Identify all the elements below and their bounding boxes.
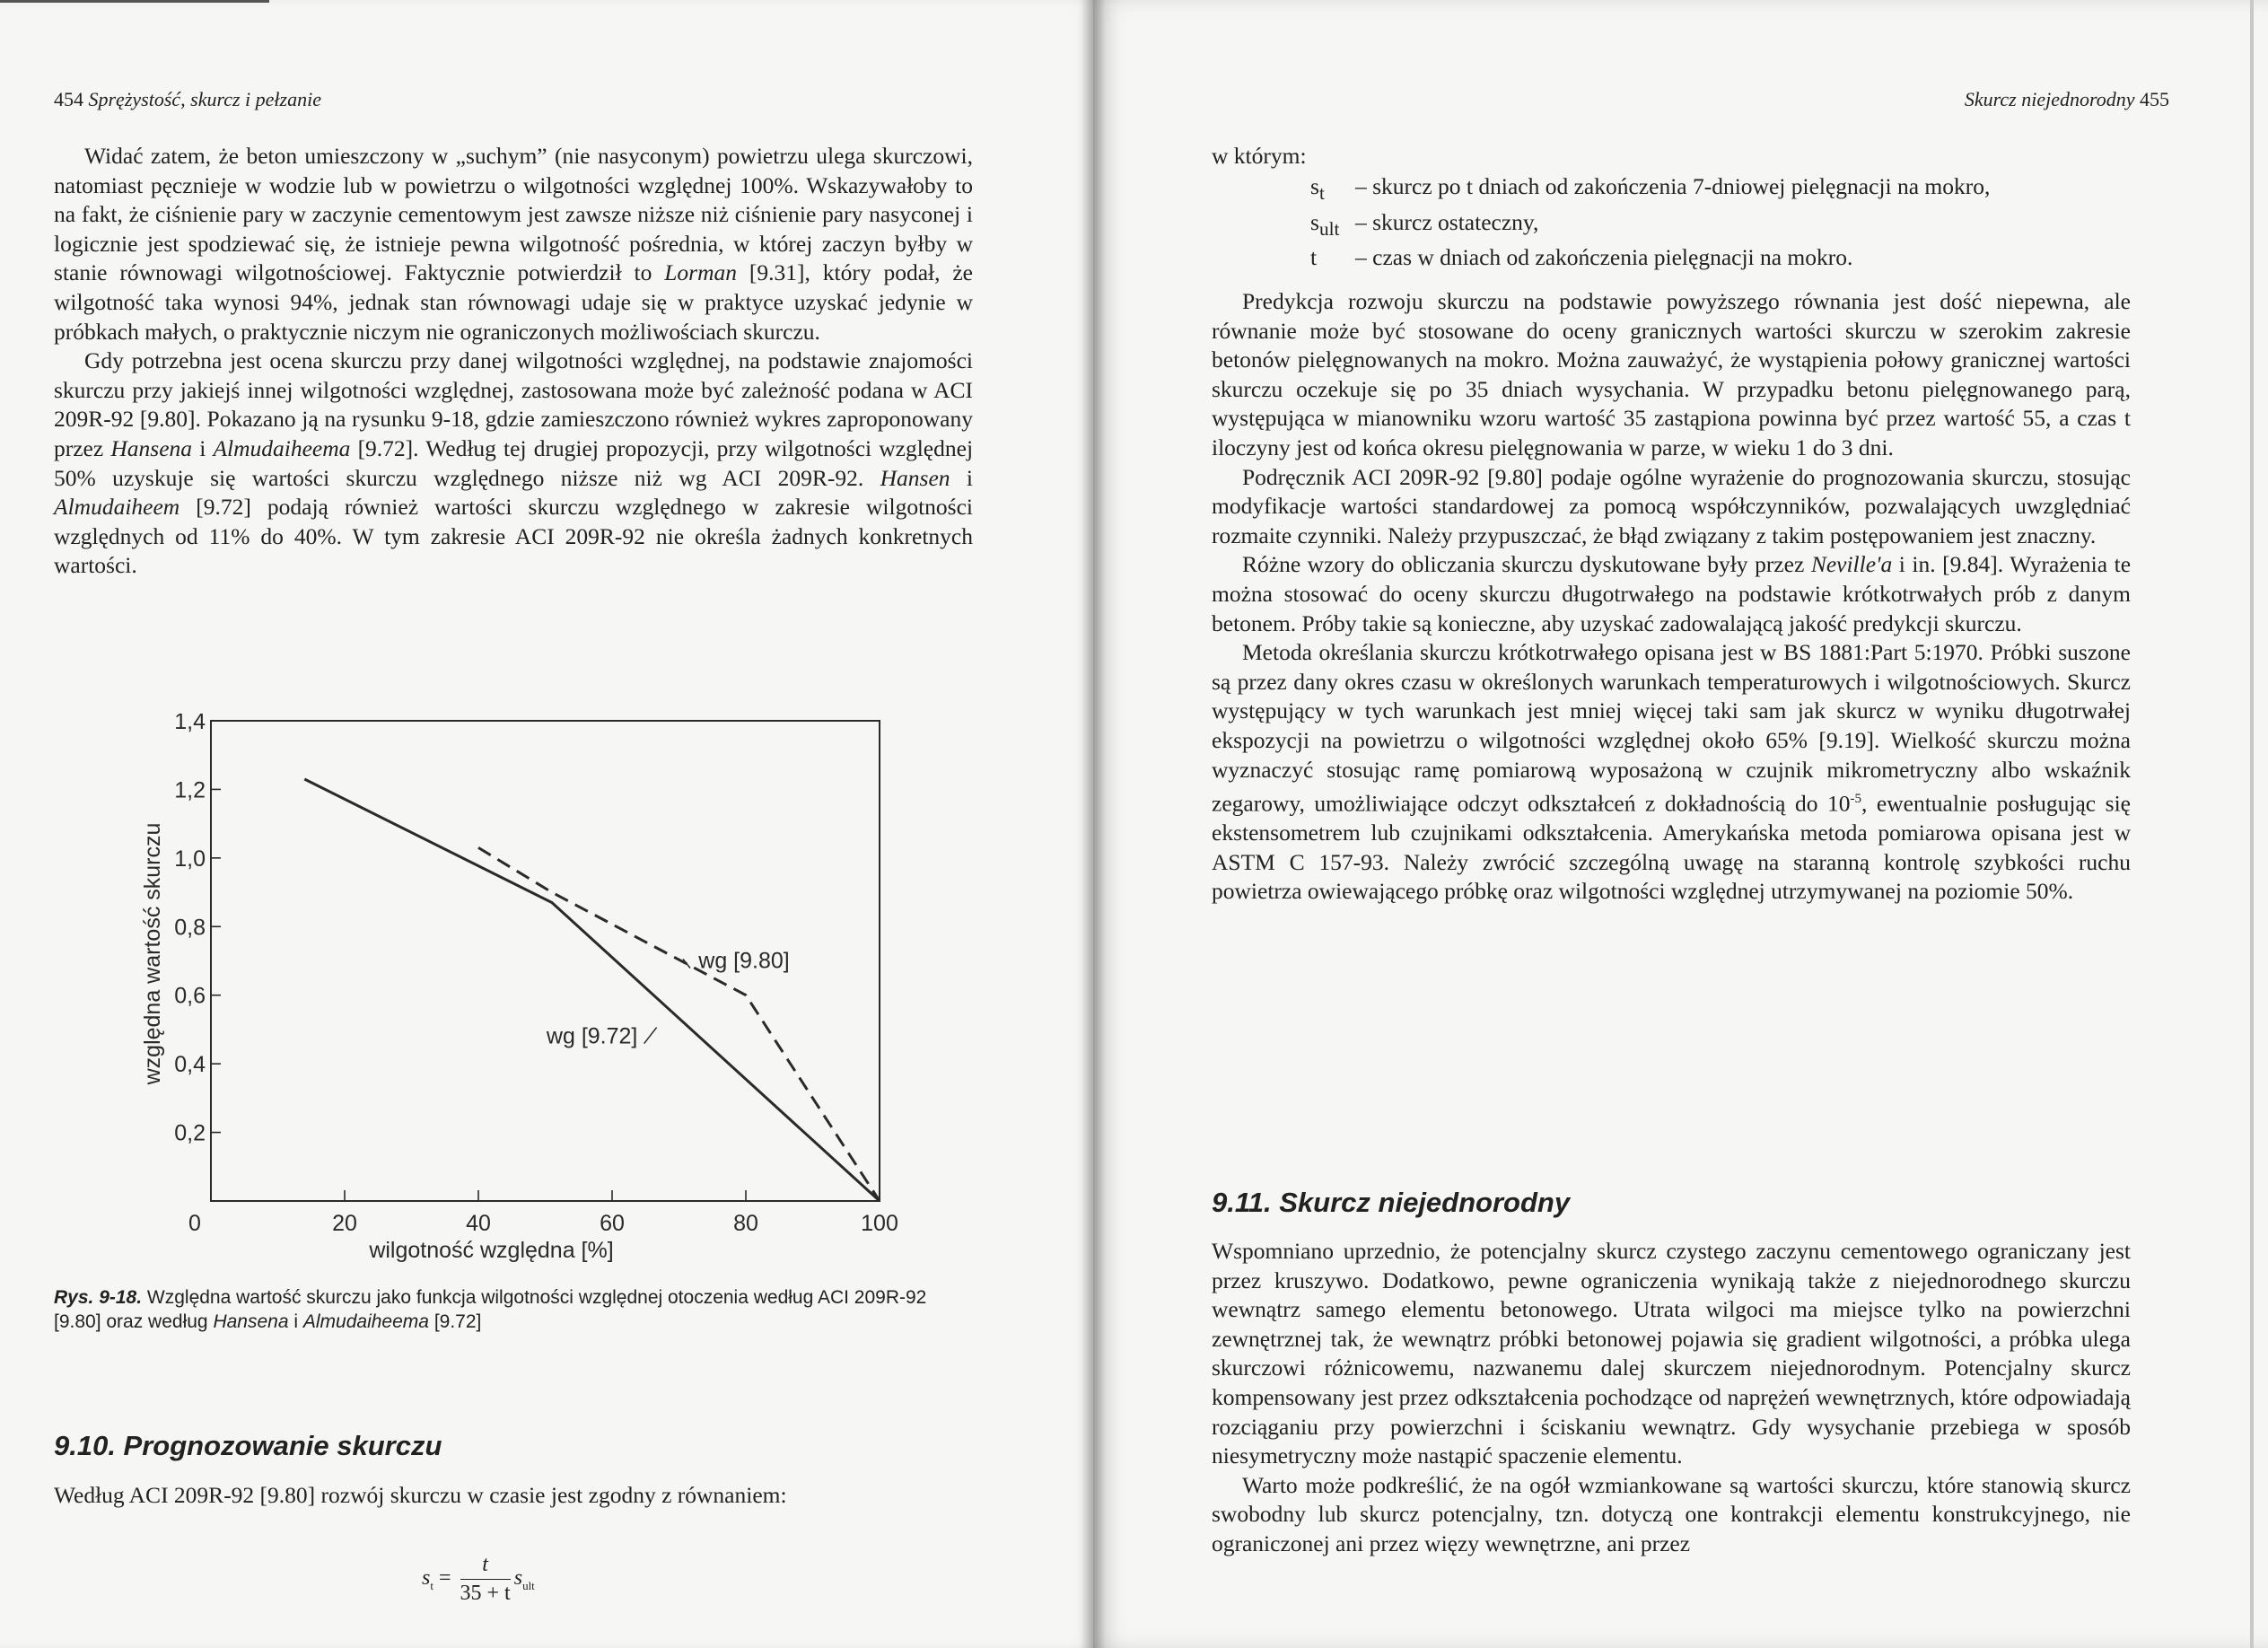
- y-tick-label: 0,2: [174, 1120, 206, 1146]
- paragraph: Predykcja rozwoju skurczu na podstawie powyższego równania jest dość niepewna, ale równanie może być stosowane do oceny granicznych wartości skurczu w szerokim zakresie betonów pielęgnowanych na mokro. Można zauważyć, że wystąpienia połowy granicznej wartości skurczu oczekuje się po 35 dniach wysychania. W przypadku betonu pielęgnowanego parą, występująca w mianowniku wzoru wartość 35 zastąpiona powinna być przez wartość 55, a czas t iloczyny jest od końca okresu pielęgnowania w parze, w wieku 1 do 3 dni.: [1212, 288, 2131, 460]
- annotation-wg-972: wg [9.72]: [546, 1023, 638, 1049]
- running-title-right: Skurcz niejednorodny: [1964, 88, 2135, 110]
- paragraph: Gdy potrzebna jest ocena skurczu przy danej wilgotności względnej, na podstawie znajomości skurczu przy jakiejś innej wilgotności względnej, zastosowana może być zależność podana w ACI 209R-92 [9.80]. Pokazano ją na rysunku 9-18, gdzie zamieszczono również wykres zaproponowany przez Hansena i Almudaiheema [9.72]. Według tej drugiej propozycji, przy wilgotności względnej 50% uzyskuje się wartości skurczu względnego niższe niż wg ACI 209R-92. Hansen i Almudaiheem [9.72] podają również wartości skurczu względnego w zakresie wilgotności względnych od 11% do 40%. W tym zakresie ACI 209R-92 nie określa żadnych konkretnych wartości.: [54, 347, 974, 579]
- left-body-text: [54, 142, 973, 581]
- y-tick-label: 0,6: [174, 983, 206, 1009]
- section-title-9-10: 9.10. Prognozowanie skurczu: [54, 1430, 442, 1461]
- paragraph: Widać zatem, że beton umieszczony w „suchym” (nie nasyconym) powietrzu ulega skurczowi, natomiast pęcznieje w wodzie lub w powietrzu o wilgotności względnej 100%. Wskazywałoby to na fakt, że ciśnienie pary w zaczynie cementowym jest zawsze niższe niż ciśnienie pary nasyconej i logicznie jest spodziewać się, że istnieje pewna wilgotność pośrednia, w której zaczyn byłby w stanie równowagi wilgotnościowej. Faktycznie potwierdził to Lorman [9.31], który podał, że wilgotność taka wynosi 94%, jednak stan równowagi udaje się w praktyce uzyskać jedynie w próbkach małych, o praktycznie niczym nie ograniczonych możliwościach skurczu.: [54, 143, 973, 345]
- y-tick-label: 0,4: [174, 1052, 206, 1078]
- section-9-11-text: [1212, 1237, 2131, 1559]
- page-edge: [2250, 0, 2254, 1648]
- series-line-972: [304, 779, 880, 1201]
- equation-fraction: $\frac{t}{35 + t}$: [460, 1553, 511, 1605]
- annotation-leader: [644, 1028, 657, 1044]
- variable-definitions: [1212, 172, 2131, 279]
- shrinkage-humidity-chart: [126, 714, 924, 1270]
- x-tick-label: 0: [188, 1211, 201, 1236]
- variable-row: $s_t$ – skurcz po t dniach od zakończenia 7-dniowej pielęgnacji na mokro,: [1310, 173, 1991, 205]
- y-tick-label: 0,8: [174, 915, 206, 941]
- running-head-left: [54, 88, 321, 111]
- shrinkage-equation: $s_t$ = $\frac{t}{35 + t}$ $s_{ult}$: [422, 1553, 535, 1605]
- paragraph: Metoda określania skurczu krótkotrwałego opisana jest w BS 1881:Part 5:1970. Próbki suszone są przez dany okres czasu w określonych warunkach temperaturowych i wilgotnościowych. Skurcz występujący w tych warunkach jest mniej więcej taki sam jak skurcz w wyniku długotrwałej ekspozycji na powietrzu o wilgotności względnej około 65% [9.19]. Wielkość skurczu można wyznaczyć stosując ramę pomiarową wyposażoną w czujnik mikrometryczny albo wskaźnik zegarowy, umożliwiające odczyt odkształceń z dokładnością do $10^{-5}$, ewentualnie posługując się ekstensometrem lub czujnikami odkształcenia. Amerykańska metoda pomiarowa opisana jest w ASTM C 157-93. Należy zwrócić szczególną uwagę na staranną kontrolę szybkości ruchu powietrza owiewającego próbkę oraz wilgotności względnej utrzymywanej na poziomie 50%.: [1212, 639, 2131, 905]
- page-number-left: 454: [54, 88, 83, 110]
- left-page: [0, 0, 1093, 1648]
- variable-row: t – czas w dniach od zakończenia pielęgnacji na mokro.: [1310, 244, 1853, 271]
- paragraph: Różne wzory do obliczania skurczu dyskutowane były przez Neville'a i in. [9.84]. Wyrażenia te można stosować do oceny skurczu długotrwałego na podstawie krótkotrwałych prób z danym betonem. Próby takie są konieczne, aby uzyskać zadowalającą jakość predykcji skurczu.: [1212, 551, 2132, 636]
- where-intro: w którym:: [1212, 143, 1307, 169]
- paragraph: Wspomniano uprzednio, że potencjalny skurcz czystego zaczynu cementowego ograniczany jest przez kruszywo. Dodatkowo, pewne ograniczenia wynikają także z niejednorodnego skurczu wewnątrz samego elementu betonowego. Utrata wilgoci ma miejsce tylko na powierzchni zewnętrznej tak, że wewnątrz próbki betonowej pojawia się gradient wilgotności, a próbka ulega skurczowi różnicowemu, nazwanemu dalej skurczem niejednorodnym. Potencjalny skurcz kompensowany jest przez odkształcenia pochodzące od naprężeń wewnętrznych, które odpowiadają rozciąganiu przy powierzchni i ściskaniu wewnątrz. Gdy wysychanie przebiega w sposób niesymetryczny może nastąpić spaczenie elementu.: [1212, 1238, 2131, 1469]
- x-tick-label: 60: [600, 1211, 625, 1236]
- x-tick-label: 20: [332, 1211, 357, 1236]
- annotation-wg-980: wg [9.80]: [698, 948, 790, 974]
- x-tick-label: 40: [466, 1211, 491, 1236]
- page-number-right: 455: [2140, 88, 2169, 110]
- x-tick-label: 80: [733, 1211, 758, 1236]
- y-axis-label: względna wartość skurczu: [140, 822, 165, 1085]
- x-axis-label: wilgotność względna [%]: [369, 1238, 614, 1263]
- running-head-right: [1965, 88, 2169, 111]
- y-tick-label: 1,0: [174, 846, 206, 872]
- variable-row: $s_{ult}$ – skurcz ostateczny,: [1310, 208, 1539, 240]
- section-9-10-intro: Według ACI 209R-92 [9.80] rozwój skurczu w czasie jest zgodny z równaniem:: [54, 1482, 787, 1508]
- y-tick-label: 1,2: [174, 777, 206, 803]
- paragraph: Podręcznik ACI 209R-92 [9.80] podaje ogólne wyrażenie do prognozowania skurczu, stosując modyfikacje wartości standardowej za pomocą współczynników, pozwalających uwzględniać rozmaite czynniki. Należy przypuszczać, że błąd związany z takim postępowaniem jest znaczny.: [1212, 463, 2131, 548]
- paragraph: Warto może podkreślić, że na ogół wzmiankowane są wartości skurczu, które stanowią skurcz swobodny lub skurcz potencjalny, tzn. dotyczą one kontrakcji elementu konstrukcyjnego, nie ograniczonej ani przez więzy wewnętrzne, ani przez: [1212, 1471, 2131, 1556]
- section-title-9-11: 9.11. Skurcz niejednorodny: [1212, 1187, 1571, 1218]
- page-edge-line: [0, 0, 269, 3]
- figure-caption: Rys. 9-18. Względna wartość skurczu jako funkcja wilgotności względnej otoczenia według ACI 209R-92 [9.80] oraz według Hansena i Almudaiheema [9.72]: [54, 1287, 927, 1332]
- caption-label: Rys. 9-18.: [54, 1287, 143, 1308]
- y-tick-label: 1,4: [174, 714, 206, 734]
- right-body-text: [1212, 287, 2131, 907]
- book-gutter: [1081, 0, 1106, 1648]
- x-tick-label: 100: [861, 1211, 898, 1236]
- running-title-left: Sprężystość, skurcz i pełzanie: [88, 88, 321, 110]
